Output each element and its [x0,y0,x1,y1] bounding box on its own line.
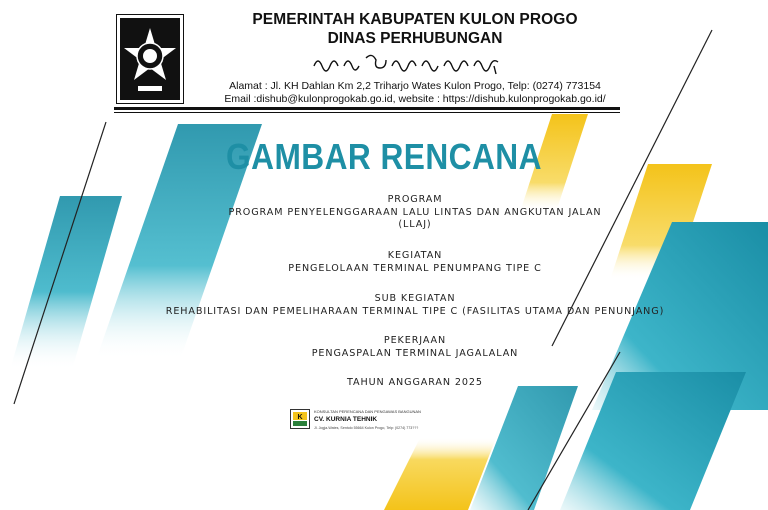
header-divider-thick [114,107,620,110]
pekerjaan-heading: PEKERJAAN [383,335,447,346]
consultant-block [290,406,450,436]
email-line: Email :dishub@kulonprogokab.go.id, website : https://dishub.kulonprogokab.go.id/ [224,93,606,105]
fiscal-year: TAHUN ANGGARAN 2025 [347,377,483,388]
program-section [60,194,768,232]
address-line: Alamat : Jl. KH Dahlan Km 2,2 Triharjo Wates Kulon Progo, Telp: (0274) 773154 [229,80,601,92]
svg-text:K: K [297,414,303,421]
header-address [200,80,630,106]
kegiatan-heading: KEGIATAN [387,250,443,261]
pekerjaan-section [60,335,768,360]
document-title: GAMBAR RENCANA [226,136,542,177]
program-heading: PROGRAM [387,194,443,205]
kegiatan-line1: PENGELOLAAN TERMINAL PENUMPANG TIPE C [288,262,542,274]
program-line2: (LLAJ) [398,219,432,230]
consultant-logo-icon [290,409,310,429]
sub-kegiatan-section [60,293,768,318]
javanese-script-agency-name [310,50,510,76]
pekerjaan-line1: PENGASPALAN TERMINAL JAGALALAN [311,347,519,359]
consultant-address: Jl. Jogja-Wates, Sentolo 55664 Kulon Progo, Telp: (0274) 773??? [314,426,419,430]
consultant-name: CV. KURNIA TEHNIK [314,416,378,423]
header-divider-thin [114,112,620,113]
program-line1: PROGRAM PENYELENGGARAAN LALU LINTAS DAN ANGKUTAN JALAN [228,206,602,218]
government-name: PEMERINTAH KABUPATEN KULON PROGO [252,11,578,28]
kegiatan-section [60,250,768,275]
agency-name: DINAS PERHUBUNGAN [327,30,503,47]
sub-kegiatan-heading: SUB KEGIATAN [374,293,456,304]
kulon-progo-emblem [116,14,184,104]
consultant-tagline: KONSULTAN PERENCANA DAN PENGAWAS BANGUNAN [314,409,421,414]
sub-kegiatan-line1: REHABILITASI DAN PEMELIHARAAN TERMINAL TIPE C (FASILITAS UTAMA DAN PENUNJANG) [165,305,665,317]
